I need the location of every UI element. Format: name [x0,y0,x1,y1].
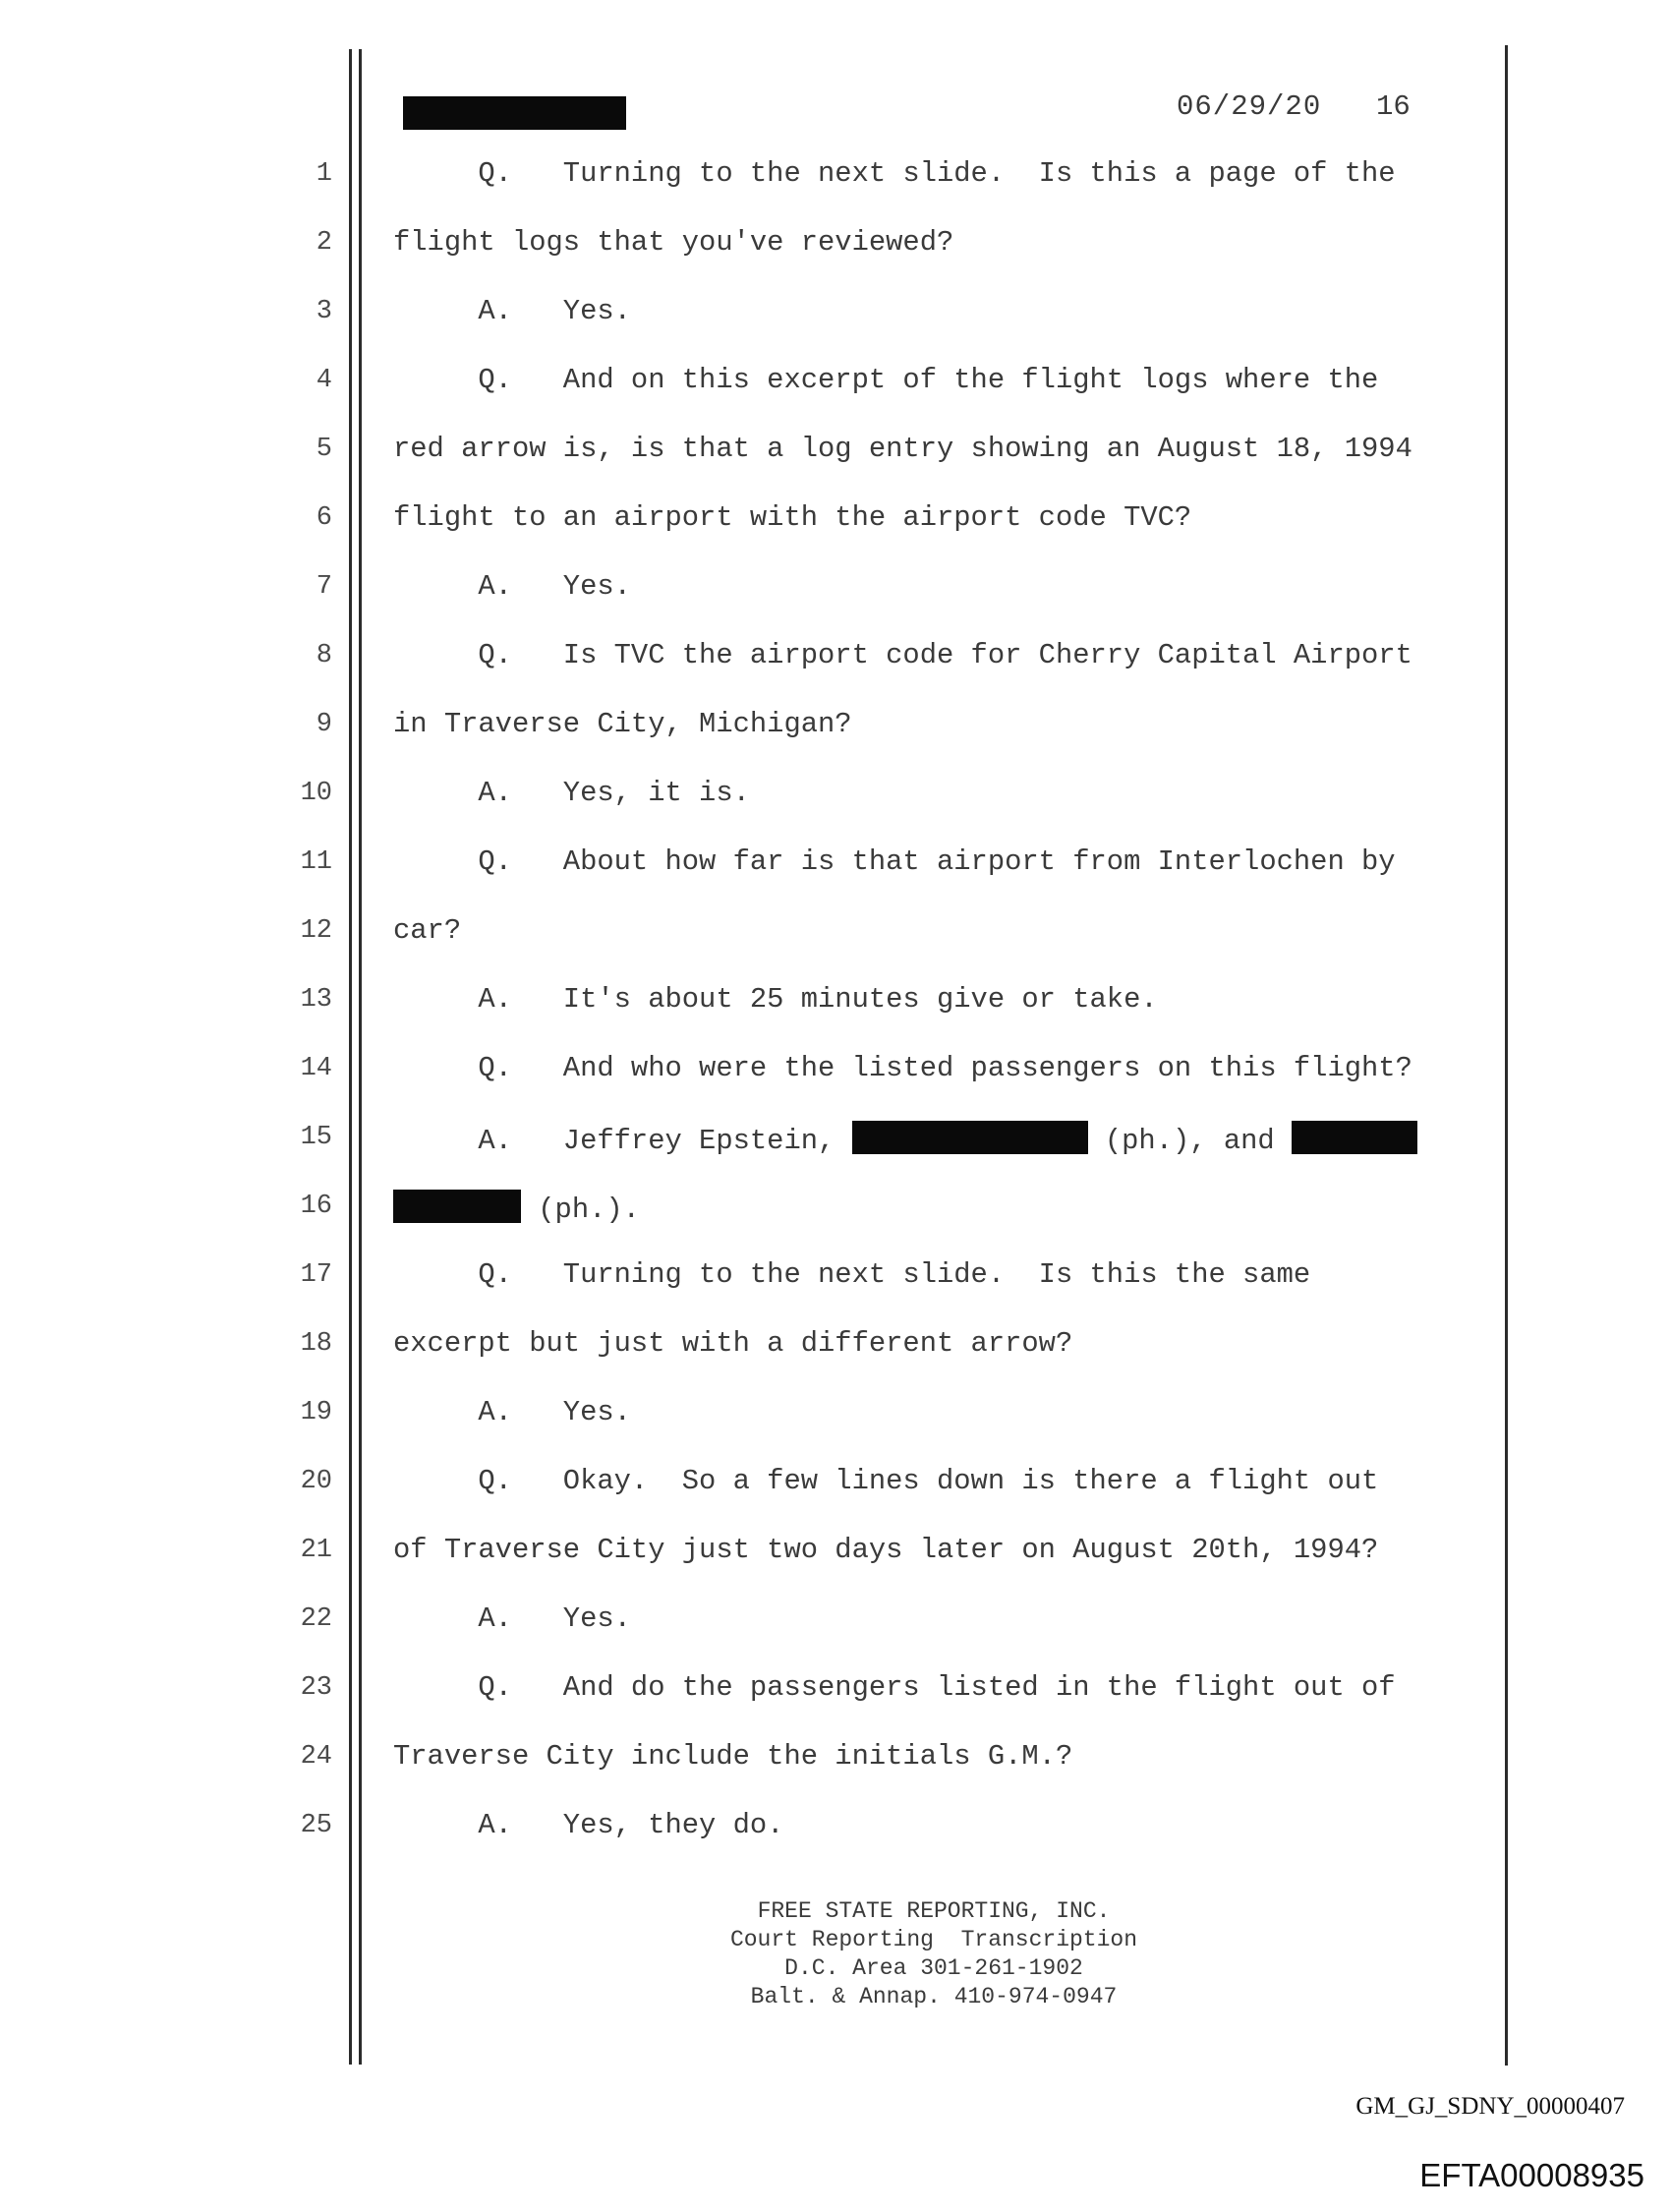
line-number: 23 [300,1673,332,1703]
line-text: A. Yes. [393,570,631,603]
line-number: 7 [316,572,332,602]
transcript-line [0,222,1671,271]
bates-number: GM_GJ_SDNY_00000407 [1355,2093,1625,2120]
line-text: Q. Is TVC the airport code for Cherry Capital Airport [393,639,1412,671]
reporter-phone-balt: Balt. & Annap. 410-974-0947 [750,1984,1118,2009]
line-text: Q. Turning to the next slide. Is this a page of the [393,157,1396,190]
name-redaction [1292,1121,1417,1154]
line-number: 17 [300,1260,332,1290]
transcript-line [0,291,1671,340]
line-text: Q. Turning to the next slide. Is this the same [393,1258,1311,1291]
line-text: A. Yes, they do. [393,1809,784,1841]
line-text: car? [393,914,462,947]
header-page-number: 16 [1376,90,1411,123]
line-number: 11 [300,847,332,877]
line-text: Q. And who were the listed passengers on this flight? [393,1052,1412,1084]
line-number: 24 [300,1742,332,1772]
reporter-name: FREE STATE REPORTING, INC. [757,1898,1111,1924]
line-text-part: (ph.). [521,1193,640,1226]
line-number: 19 [300,1398,332,1427]
transcript-line [0,1805,1671,1854]
transcript-line [0,704,1671,753]
line-text [393,1121,1417,1157]
line-text: in Traverse City, Michigan? [393,708,852,740]
line-text [393,1190,640,1226]
reporter-footer [629,1897,1239,2011]
name-redaction [852,1121,1088,1154]
transcript-line [0,979,1671,1028]
line-number: 20 [300,1467,332,1496]
efta-number: EFTA00008935 [1419,2157,1644,2193]
line-number: 9 [316,710,332,739]
line-text: Q. And do the passengers listed in the flight out of [393,1671,1396,1704]
line-text: A. Yes. [393,295,631,327]
line-number: 14 [300,1054,332,1083]
header-date: 06/29/20 [1177,90,1322,123]
line-text: Q. About how far is that airport from Interlochen by [393,845,1396,878]
transcript-line [0,1254,1671,1304]
line-number: 5 [316,435,332,464]
line-text: A. Yes, it is. [393,777,750,809]
line-number: 16 [300,1192,332,1221]
line-text: A. It's about 25 minutes give or take. [393,983,1158,1016]
transcript-line [0,1530,1671,1579]
line-number: 15 [300,1123,332,1152]
transcript-line [0,1736,1671,1785]
line-number: 13 [300,985,332,1015]
line-number: 22 [300,1604,332,1634]
line-text: flight to an airport with the airport code TVC? [393,501,1192,534]
transcript-line [0,1117,1671,1166]
transcript-line [0,773,1671,822]
reporter-services: Court Reporting Transcription [729,1927,1138,1952]
transcript-line [0,1048,1671,1097]
transcript-line [0,1599,1671,1648]
transcript-line [0,635,1671,684]
transcript-line [0,1323,1671,1372]
line-number: 10 [300,779,332,808]
reporter-phone-dc: D.C. Area 301-261-1902 [784,1955,1083,1981]
line-text-part: A. Jeffrey Epstein, [393,1125,852,1157]
line-number: 4 [316,366,332,395]
line-text-part: (ph.), and [1087,1125,1292,1157]
line-number: 8 [316,641,332,670]
line-text: of Traverse City just two days later on August 20th, 1994? [393,1534,1379,1566]
transcript-line [0,566,1671,615]
name-redaction [393,1190,521,1223]
transcript-line [0,1461,1671,1510]
transcript-line [0,1667,1671,1717]
transcript-line [0,360,1671,409]
transcript-line [0,842,1671,891]
line-text: Q. Okay. So a few lines down is there a flight out [393,1465,1379,1497]
line-text: A. Yes. [393,1396,631,1428]
line-number: 25 [300,1811,332,1840]
transcript-line [0,1186,1671,1235]
transcript-line [0,429,1671,478]
line-text: red arrow is, is that a log entry showing an August 18, 1994 [393,433,1412,465]
line-number: 2 [316,228,332,258]
line-number: 6 [316,503,332,533]
line-number: 18 [300,1329,332,1359]
transcript-line [0,1392,1671,1441]
line-text: A. Yes. [393,1602,631,1635]
line-text: flight logs that you've reviewed? [393,226,954,259]
line-number: 1 [316,159,332,189]
line-number: 3 [316,297,332,326]
header-redaction [403,96,626,130]
transcript-line [0,910,1671,960]
line-number: 21 [300,1536,332,1565]
transcript-line [0,497,1671,547]
transcript-line [0,153,1671,203]
line-text: excerpt but just with a different arrow? [393,1327,1073,1360]
line-text: Q. And on this excerpt of the flight logs where the [393,364,1379,396]
line-number: 12 [300,916,332,946]
line-text: Traverse City include the initials G.M.? [393,1740,1073,1773]
